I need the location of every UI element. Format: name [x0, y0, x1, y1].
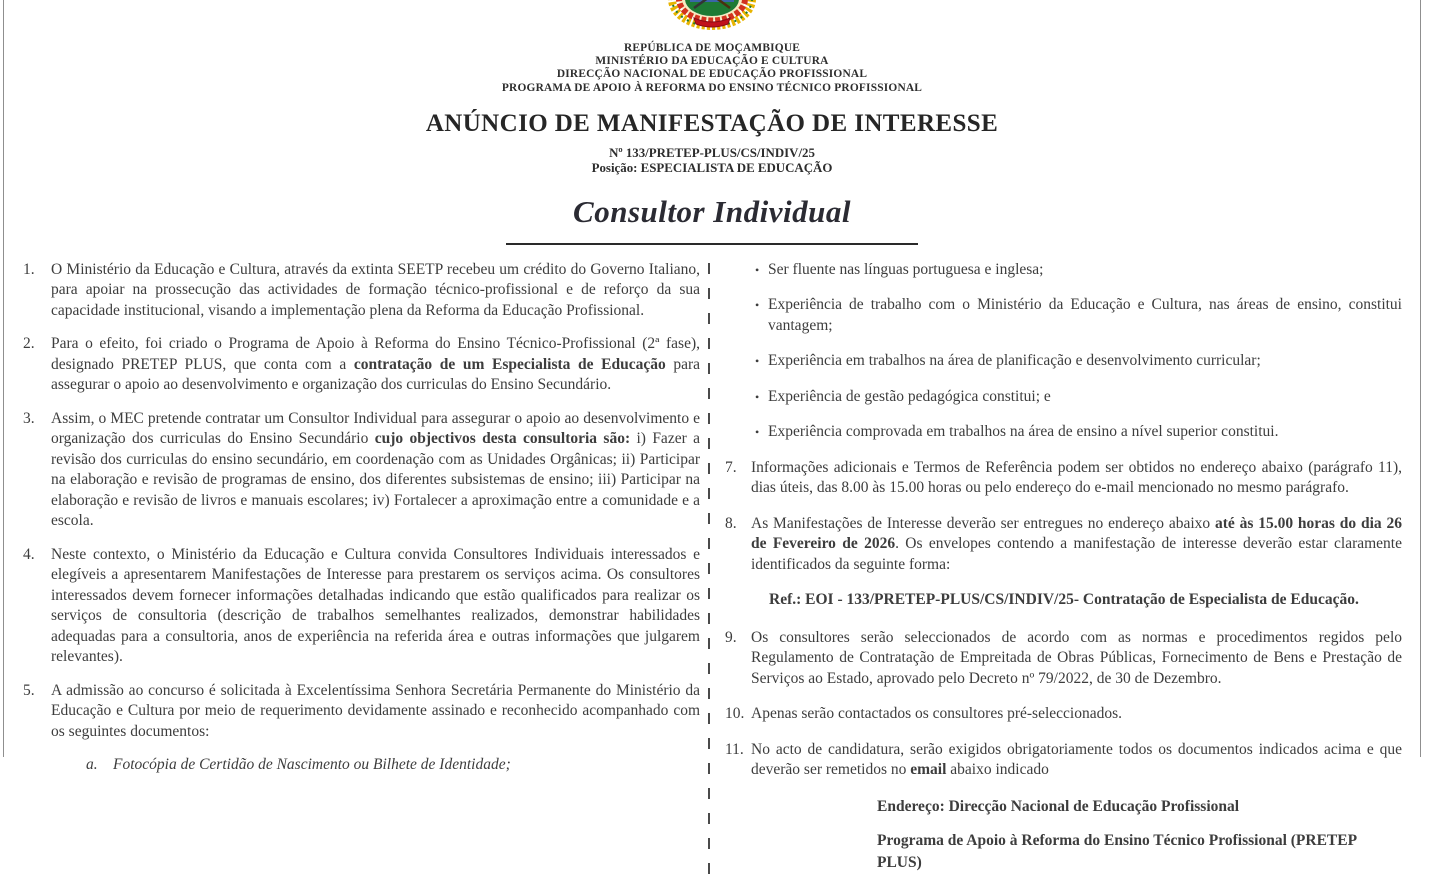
- text-segment: Neste contexto, o Ministério da Educação e Cultura convida Consultores Individuais interessados e elegíveis a apresentarem Manifestações de Interesse para prestarem os serviços acima. Os consultores interessados devem fornecer informações detalhadas indicando que estão qualificados para realizar os serviços de consultoria (descrição de trabalhos semelhantes realizados, demonstrar habilidades adequadas para a consultoria, anos de experiência na referida área e outras informações que julgarem relevantes).: [51, 545, 700, 666]
- text-segment: Experiência em trabalhos na área de planificação e desenvolvimento curricular;: [768, 352, 1261, 370]
- numbered-item: [23, 409, 700, 532]
- numbered-item: [23, 260, 700, 322]
- text-segment: No acto de candidatura, serão exigidos obrigatoriamente todos os documentos indicados acima e que deverão ser remetidos no: [751, 740, 1402, 779]
- title-underline: [506, 230, 918, 245]
- text-segment: Assim, o MEC pretende contratar um Consultor Individual para assegurar o apoio ao desenvolvimento e organização dos curriculas do Ensino Secundário: [51, 409, 700, 448]
- item-text: [751, 458, 1402, 499]
- item-marker: 3.: [23, 409, 35, 427]
- item-marker: 4.: [23, 545, 35, 563]
- numbered-item: [23, 681, 700, 743]
- bullet-item: [725, 351, 1402, 372]
- item-text: [751, 628, 1402, 690]
- item-text: [768, 422, 1402, 443]
- text-segment: Endereço: Direcção Nacional de Educação Profissional: [877, 797, 1240, 815]
- item-marker: 9.: [725, 628, 737, 646]
- text-segment: . Os envelopes contendo a manifestação de interesse deverão estar claramente identificados da seguinte forma:: [751, 535, 1402, 573]
- item-marker: 1.: [23, 260, 35, 278]
- item-text: [768, 295, 1402, 336]
- text-segment: Apenas serão contactados os consultores pré-seleccionados.: [751, 705, 1123, 723]
- item-text: [113, 755, 700, 776]
- organization-header: [4, 42, 1420, 95]
- org-line-program: PROGRAMA DE APOIO À REFORMA DO ENSINO TÉCNICO PROFISSIONAL: [501, 81, 923, 94]
- numbered-item: [725, 740, 1402, 781]
- item-text: [768, 351, 1402, 372]
- item-marker: 11.: [725, 740, 744, 758]
- item-text: [51, 409, 700, 532]
- reference-line: [725, 590, 1402, 611]
- numbered-item: [725, 458, 1402, 499]
- item-marker: 2.: [23, 335, 35, 353]
- bullet-icon: •: [755, 354, 760, 369]
- mozambique-emblem-icon: [666, 0, 758, 33]
- bullet-item: [725, 422, 1402, 443]
- document-page: [3, 0, 1421, 871]
- text-segment: Informações adicionais e Termos de Referência podem ser obtidos no endereço abaixo (parágrafo 11), dias úteis, das 8.00 às 15.00 horas ou pelo endereço do e-mail mencionado no mesmo parágrafo.: [751, 458, 1402, 497]
- text-segment: i) Fazer a revisão dos curriculas do ensino secundário, em coordenação com as Unidades Orgânicas; ii) Participar na elaboração e revisão de programas de ensino, dos diferentes subsistemas de ensino; iii) Participar na elaboração e revisão de livros e manuais escolares; iv) Fortalecer a aproximação entre a comunidade e a escola.: [51, 430, 700, 530]
- bullet-icon: •: [755, 298, 760, 313]
- org-line-ministry: MINISTÉRIO DA EDUCAÇÃO E CULTURA: [595, 55, 829, 68]
- org-line-country: REPÚBLICA DE MOÇAMBIQUE: [623, 42, 801, 54]
- text-segment: contratação de um Especialista de Educação: [353, 355, 666, 373]
- text-segment: A admissão ao concurso é solicitada à Excelentíssima Senhora Secretária Permanente do Ministério da Educação e Cultura por meio de requerimento devidamente assinado e reconhecido acompanhado com os seguintes documentos:: [51, 681, 700, 740]
- text-segment: Ref.: EOI - 133/PRETEP-PLUS/CS/INDIV/25- Contratação de Especialista de Educação.: [769, 591, 1359, 609]
- text-segment: As Manifestações de Interesse deverão ser entregues no endereço abaixo: [751, 514, 1215, 532]
- numbered-item: [23, 334, 700, 396]
- emblem-container: [4, 0, 1420, 33]
- address-line: [725, 796, 1402, 818]
- org-line-directorate: DIRECÇÃO NACIONAL DE EDUCAÇÃO PROFISSIONAL: [556, 68, 868, 81]
- item-text: [751, 514, 1402, 576]
- sub-list-item: [86, 755, 700, 776]
- address-line: [725, 830, 1402, 874]
- item-text: [51, 681, 700, 743]
- text-segment: Para o efeito, foi criado o Programa de Apoio à Reforma do Ensino Técnico-Profissional (2ª fase), designado PRETEP PLUS, que conta com a: [51, 335, 700, 373]
- reference-number: Nº 133/PRETEP-PLUS/CS/INDIV/25: [609, 145, 815, 160]
- text-segment: abaixo indicado: [946, 761, 1049, 779]
- item-text: [51, 260, 700, 322]
- text-segment: Experiência de gestão pedagógica constitui; e: [768, 387, 1051, 405]
- position-line: Posição: ESPECIALISTA DE EDUCAÇÃO: [591, 161, 833, 176]
- bullet-icon: •: [755, 389, 760, 404]
- item-text: [51, 334, 700, 396]
- bullet-icon: •: [755, 425, 760, 440]
- page-title: ANÚNCIO DE MANIFESTAÇÃO DE INTERESSE: [425, 109, 999, 137]
- item-marker: a.: [86, 756, 98, 774]
- text-segment: para assegurar o apoio ao desenvolvimento e organização dos curriculas do Ensino Secundário.: [51, 355, 700, 394]
- item-text: [751, 704, 1402, 725]
- section-title: Consultor Individual: [573, 193, 851, 229]
- numbered-item: [725, 628, 1402, 690]
- text-segment: até às 15.00 horas do dia 26 de Fevereiro de 2026: [751, 514, 1402, 553]
- item-text: [51, 545, 700, 668]
- bullet-item: [725, 295, 1402, 336]
- left-column: [4, 260, 708, 876]
- item-text: [751, 740, 1402, 781]
- text-segment: Os consultores serão seleccionados de acordo com as normas e procedimentos regidos pelo Regulamento de Contratação de Empreitada de Obras Públicas, Fornecimento de Bens e Prestação de Serviços ao Estado, aprovado pelo Decreto nº 79/2022, de 30 de Dezembro.: [751, 628, 1402, 687]
- item-marker: 7.: [725, 458, 737, 476]
- item-marker: 10.: [725, 705, 745, 723]
- text-segment: Experiência comprovada em trabalhos na área de ensino a nível superior constitui.: [768, 423, 1279, 441]
- item-text: [768, 260, 1402, 281]
- right-column: [710, 260, 1420, 876]
- numbered-item: [725, 704, 1402, 725]
- text-segment: O Ministério da Educação e Cultura, através da extinta SEETP recebeu um crédito do Governo Italiano, para apoiar na prossecução das actividades de formação técnico-profissional e de reforço da sua capacidade institucional, visando a implementação plena da Reforma da Educação Profissional.: [51, 260, 700, 319]
- bullet-item: [725, 387, 1402, 408]
- item-marker: 5.: [23, 681, 35, 699]
- text-segment: cujo objectivos desta consultoria são:: [374, 430, 631, 448]
- item-marker: 8.: [725, 514, 737, 532]
- bullet-icon: •: [755, 262, 760, 277]
- two-column-body: [4, 260, 1420, 876]
- text-segment: Fotocópia de Certidão de Nascimento ou Bilhete de Identidade;: [113, 756, 511, 774]
- item-text: [768, 387, 1402, 408]
- text-segment: email: [910, 761, 947, 779]
- numbered-item: [23, 545, 700, 668]
- text-segment: Ser fluente nas línguas portuguesa e inglesa;: [768, 260, 1044, 278]
- numbered-item: [725, 514, 1402, 576]
- text-segment: Programa de Apoio à Reforma do Ensino Técnico Profissional (PRETEP PLUS): [877, 831, 1357, 871]
- text-segment: Experiência de trabalho com o Ministério da Educação e Cultura, nas áreas de ensino, constitui vantagem;: [768, 296, 1402, 334]
- bullet-item: [725, 260, 1402, 281]
